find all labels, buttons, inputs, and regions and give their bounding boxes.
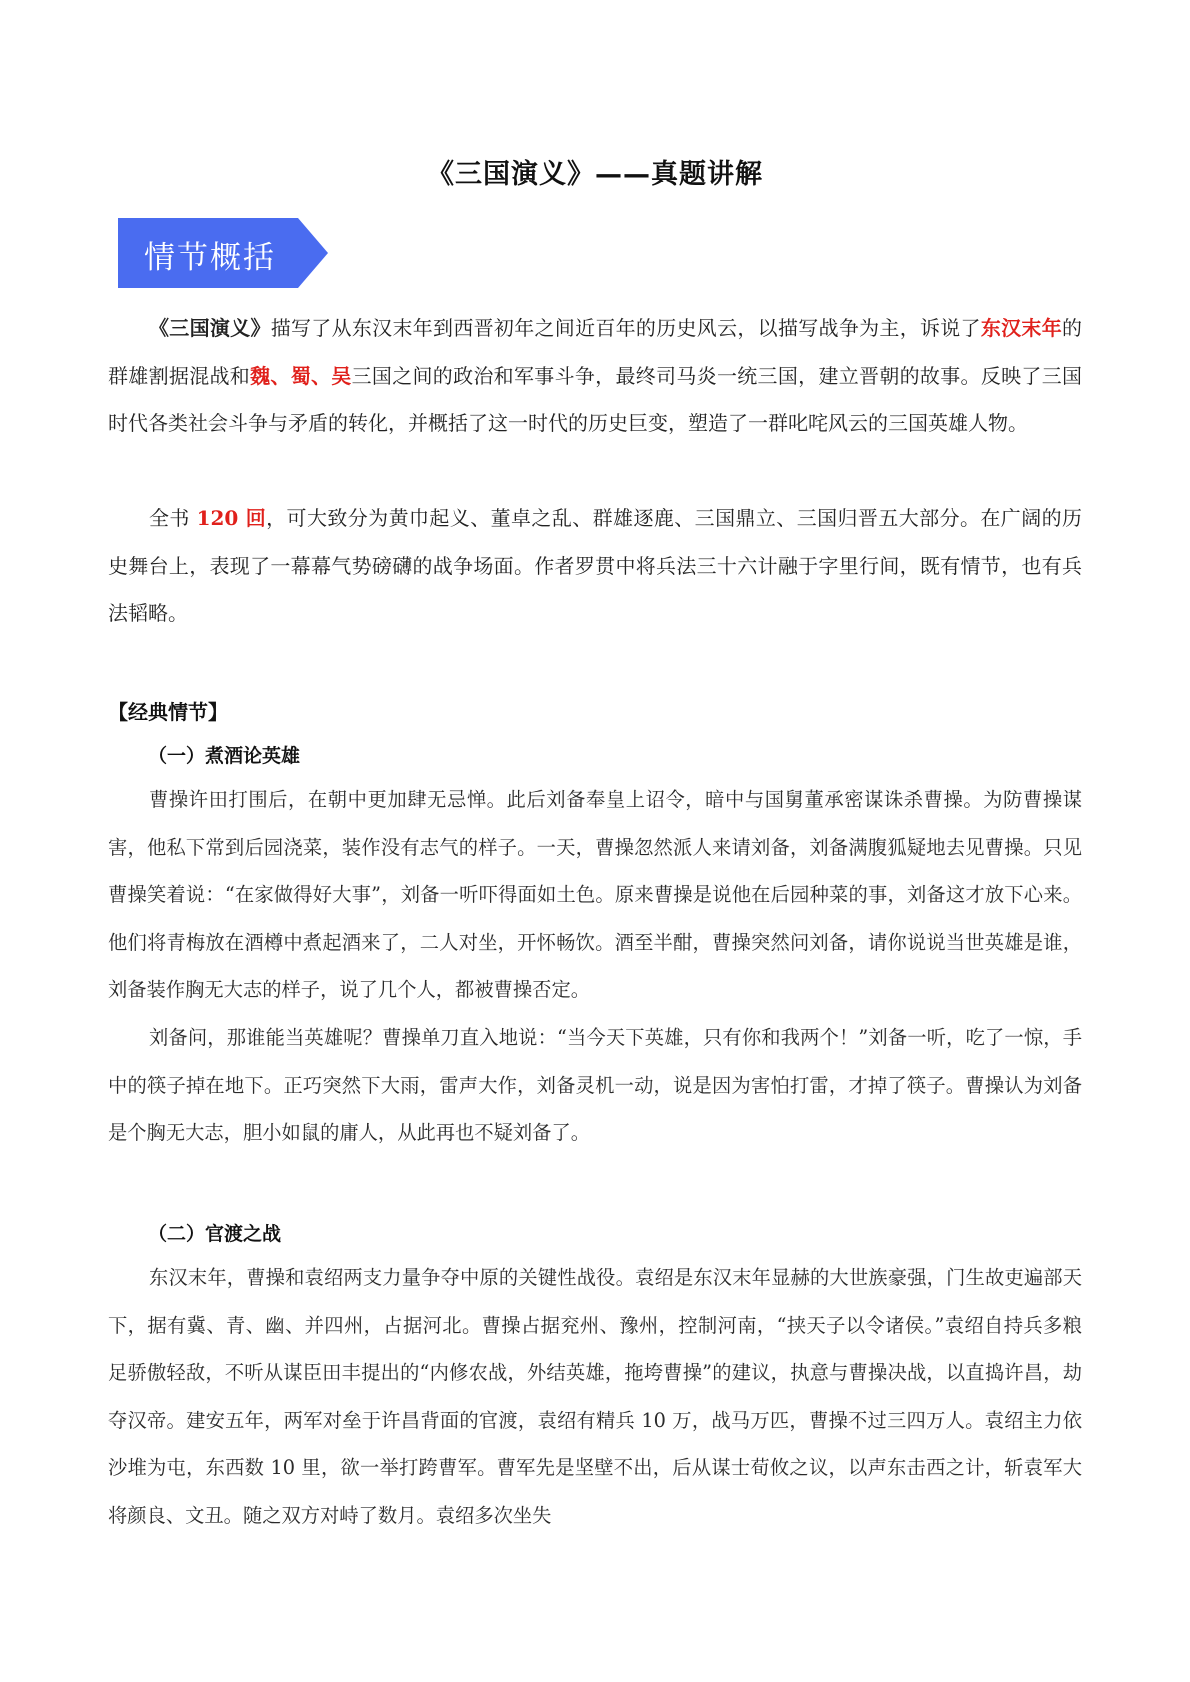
section-2-heading: （二）官渡之战 — [148, 1223, 282, 1245]
section-2-paragraph-1: 东汉末年，曹操和袁绍两支力量争夺中原的关键性战役。袁绍是东汉末年显赫的大世族豪强，门生故吏遍部天下，据有冀、青、幽、并四州，占据河北。曹操占据兖州、豫州，控制河南，“挟天子以令诸侯。”袁绍自持兵多粮足骄傲轻敌，不听从谋臣田丰提出的“内修农战，外结英雄，拖垮曹操”的建议，执意与曹操决战，以直捣许昌，劫夺汉帝。建安五年，两军对垒于许昌背面的官渡，袁绍有精兵 10 万，战马万匹，曹操不过三四万人。袁绍主力依沙堆为屯，东西数 10 里，欲一举打跨曹军。曹军先是坚壁不出，后从谋士荀攸之议，以声东击西之计，斩袁军大将颜良、文丑。随之双方对峙了数月。袁绍多次坐失 — [108, 1266, 1082, 1527]
section-banner — [118, 218, 328, 288]
intro-paragraph-1 — [108, 305, 1082, 448]
section-1-heading: （一）煮酒论英雄 — [148, 745, 301, 767]
book-title: 《三国演义》 — [149, 316, 271, 340]
classic-plots-heading: 【经典情节】 — [108, 700, 228, 724]
section-1-paragraph-1: 曹操许田打围后，在朝中更加肆无忌惮。此后刘备奉皇上诏令，暗中与国舅董承密谋诛杀曹操。为防曹操谋害，他私下常到后园浇菜，装作没有志气的样子。一天，曹操忽然派人来请刘备，刘备满腹狐疑地去见曹操。只见曹操笑着说：“在家做得好大事”，刘备一听吓得面如土色。原来曹操是说他在后园种菜的事，刘备这才放下心来。他们将青梅放在酒樽中煮起酒来了，二人对坐，开怀畅饮。酒至半酣，曹操突然问刘备，请你说说当世英雄是谁，刘备装作胸无大志的样子，说了几个人，都被曹操否定。 — [108, 788, 1082, 1001]
intro-text-2: 的群雄割据混战和 — [108, 316, 1083, 388]
section-1-paragraph-2: 刘备问，那谁能当英雄呢？曹操单刀直入地说：“当今天下英雄，只有你和我两个！”刘备一听，吃了一惊，手中的筷子掉在地下。正巧突然下大雨，雷声大作，刘备灵机一动，说是因为害怕打雷，才掉了筷子。曹操认为刘备是个胸无大志，胆小如鼠的庸人，从此再也不疑刘备了。 — [108, 1026, 1082, 1144]
intro2-text-1: 全书 — [149, 506, 197, 530]
page-title: 《三国演义》——真题讲解 — [427, 159, 763, 190]
highlight-kingdoms: 魏、蜀、吴 — [250, 363, 352, 388]
highlight-chapters: 120 回 — [196, 506, 267, 530]
banner-label: 情节概括 — [144, 240, 276, 276]
intro-text-3: 三国之间的政治和军事斗争，最终司马炎一统三国，建立晋朝的故事。反映了三国时代各类社会斗争与矛盾的转化，并概括了这一时代的历史巨变，塑造了一群叱咤风云的三国英雄人物。 — [108, 363, 1083, 435]
intro-paragraph-2 — [108, 495, 1082, 638]
highlight-era: 东汉末年 — [980, 316, 1063, 340]
intro-text-1: 描写了从东汉末年到西晋初年之间近百年的历史风云，以描写战争为主，诉说了 — [270, 316, 981, 340]
intro2-text-2: ，可大致分为黄巾起义、董卓之乱、群雄逐鹿、三国鼎立、三国归晋五大部分。在广阔的历史舞台上，表现了一幕幕气势磅礴的战争场面。作者罗贯中将兵法三十六计融于字里行间，既有情节，也有兵法韬略。 — [108, 506, 1083, 625]
